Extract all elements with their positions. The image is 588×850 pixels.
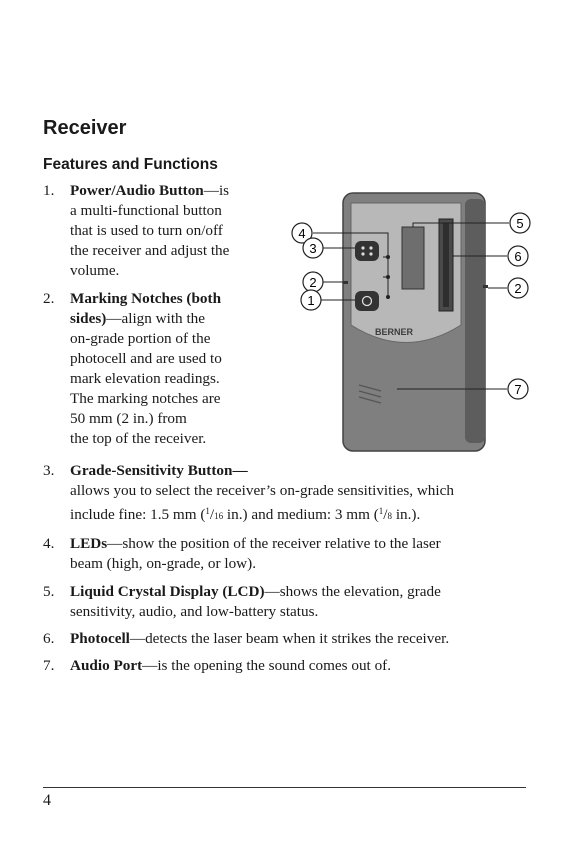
receiver-illustration — [285, 185, 545, 455]
power-audio-button[interactable] — [355, 291, 379, 311]
callout-7: 7 — [514, 382, 522, 397]
item-name: Liquid Crystal Display (LCD) — [70, 583, 265, 600]
item-number: 3. — [43, 462, 55, 479]
callout-5: 5 — [516, 216, 524, 231]
item-name: Audio Port — [70, 657, 143, 674]
item-number: 1. — [43, 182, 55, 199]
callout-2-right: 2 — [514, 281, 522, 296]
marking-notch-left — [343, 281, 348, 284]
grade-sensitivity-button[interactable] — [355, 241, 379, 261]
callout-4: 4 — [298, 226, 306, 241]
item-name: Marking Notches (both — [70, 290, 222, 307]
callout-2-left: 2 — [309, 275, 317, 290]
footer-rule — [43, 787, 526, 788]
item-number: 5. — [43, 583, 55, 600]
receiver-side — [465, 199, 485, 443]
marking-notch-right — [483, 285, 488, 288]
callout-3: 3 — [309, 241, 317, 256]
fraction-line: include fine: 1.5 mm ($^1$/16 in.) and medium: 3 mm ($^1$/8 in.). — [70, 506, 421, 523]
item-number: 7. — [43, 657, 55, 674]
item-number: 6. — [43, 630, 55, 647]
callout-6: 6 — [514, 249, 522, 264]
subsection-title: Features and Functions — [43, 156, 218, 173]
item-number: 2. — [43, 290, 55, 307]
item-name: sides) — [70, 310, 107, 327]
lcd-icon — [402, 227, 424, 289]
item-name: Photocell — [70, 630, 130, 647]
item-name: LEDs — [70, 535, 108, 552]
item-name: Power/Audio Button — [70, 182, 204, 199]
page-number: 4 — [43, 792, 51, 809]
brand-logo: BERNER — [375, 327, 414, 337]
section-title: Receiver — [43, 117, 127, 139]
item-name: Grade-Sensitivity Button — [70, 462, 233, 479]
callout-1: 1 — [307, 293, 315, 308]
item-number: 4. — [43, 535, 55, 552]
